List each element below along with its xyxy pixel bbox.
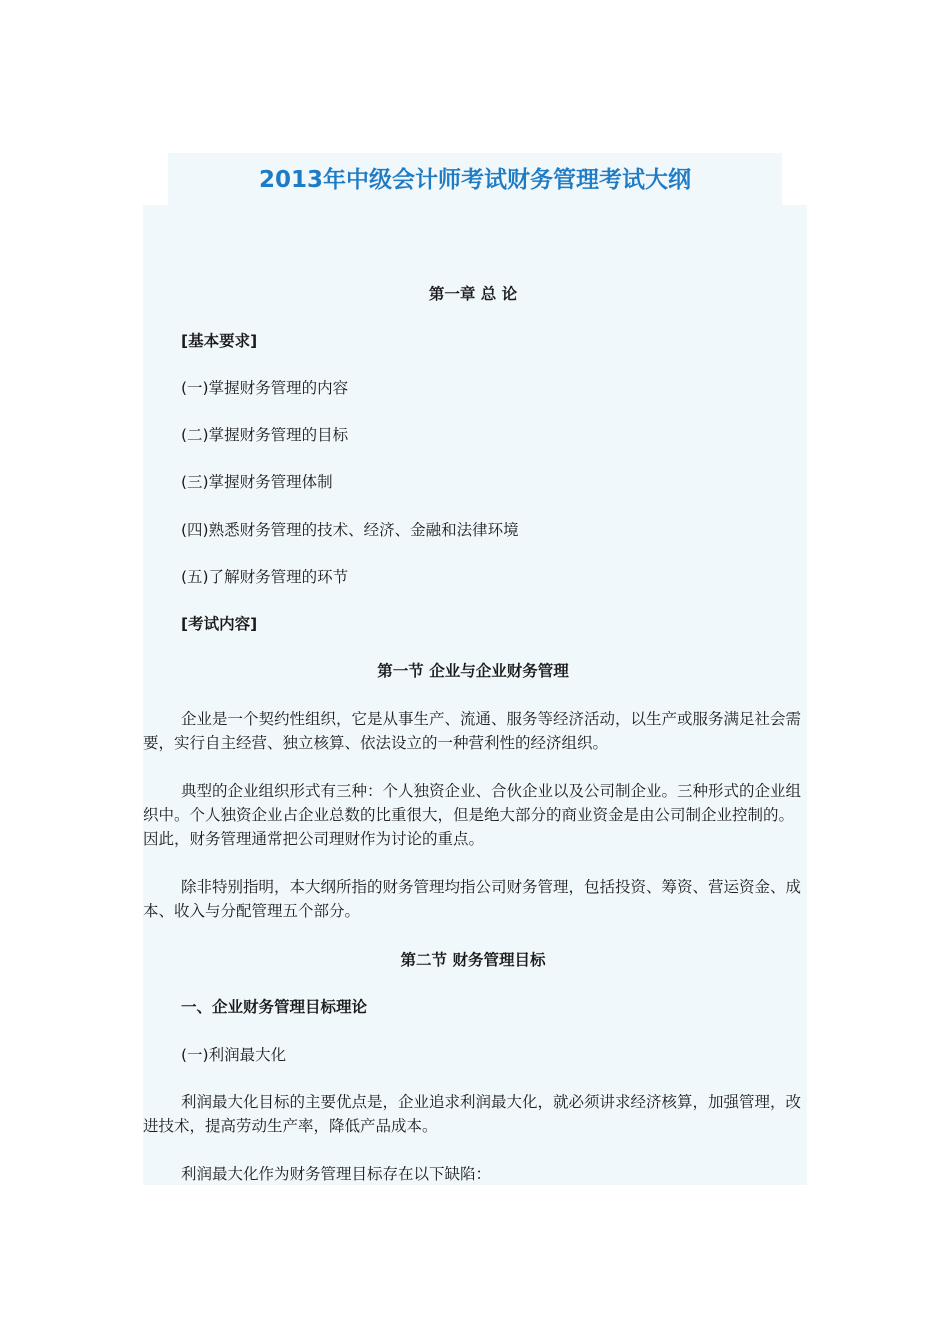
requirement-item: (五)了解财务管理的环节 <box>181 568 349 586</box>
requirement-item: (一)掌握财务管理的内容 <box>181 379 349 397</box>
exam-content-heading: [考试内容] <box>181 615 258 633</box>
section1-heading: 第一节 企业与企业财务管理 <box>377 662 569 680</box>
paragraph: 企业是一个契约性组织，它是从事生产、流通、服务等经济活动，以生产或服务满足社会需要，实行自主经营、独立核算、依法设立的一种营利性的经济组织。 <box>143 710 802 752</box>
paragraph: 典型的企业组织形式有三种：个人独资企业、合伙企业以及公司制企业。三种形式的企业组织中。个人独资企业占企业总数的比重很大，但是绝大部分的商业资金是由公司制企业控制的。因此，财务管理通常把公司理财作为讨论的重点。 <box>143 782 802 848</box>
section2-heading: 第二节 财务管理目标 <box>400 951 546 969</box>
chapter-heading: 第一章 总 论 <box>428 285 518 303</box>
paragraph: 利润最大化目标的主要优点是，企业追求利润最大化，就必须讲求经济核算，加强管理，改进技术，提高劳动生产率，降低产品成本。 <box>143 1093 802 1135</box>
subsection-heading: 一、企业财务管理目标理论 <box>181 998 368 1016</box>
requirement-item: (四)熟悉财务管理的技术、经济、金融和法律环境 <box>181 521 519 539</box>
requirement-item: (三)掌握财务管理体制 <box>181 473 333 491</box>
paragraph: 除非特别指明，本大纲所指的财务管理均指公司财务管理，包括投资、筹资、营运资金、成本、收入与分配管理五个部分。 <box>143 878 802 920</box>
document-title: 2013年中级会计师考试财务管理考试大纲 <box>258 167 691 193</box>
basic-requirements-heading: [基本要求] <box>181 332 258 350</box>
paragraph: 利润最大化作为财务管理目标存在以下缺陷： <box>181 1165 492 1183</box>
list-item: (一)利润最大化 <box>181 1046 287 1064</box>
requirement-item: (二)掌握财务管理的目标 <box>181 426 349 444</box>
